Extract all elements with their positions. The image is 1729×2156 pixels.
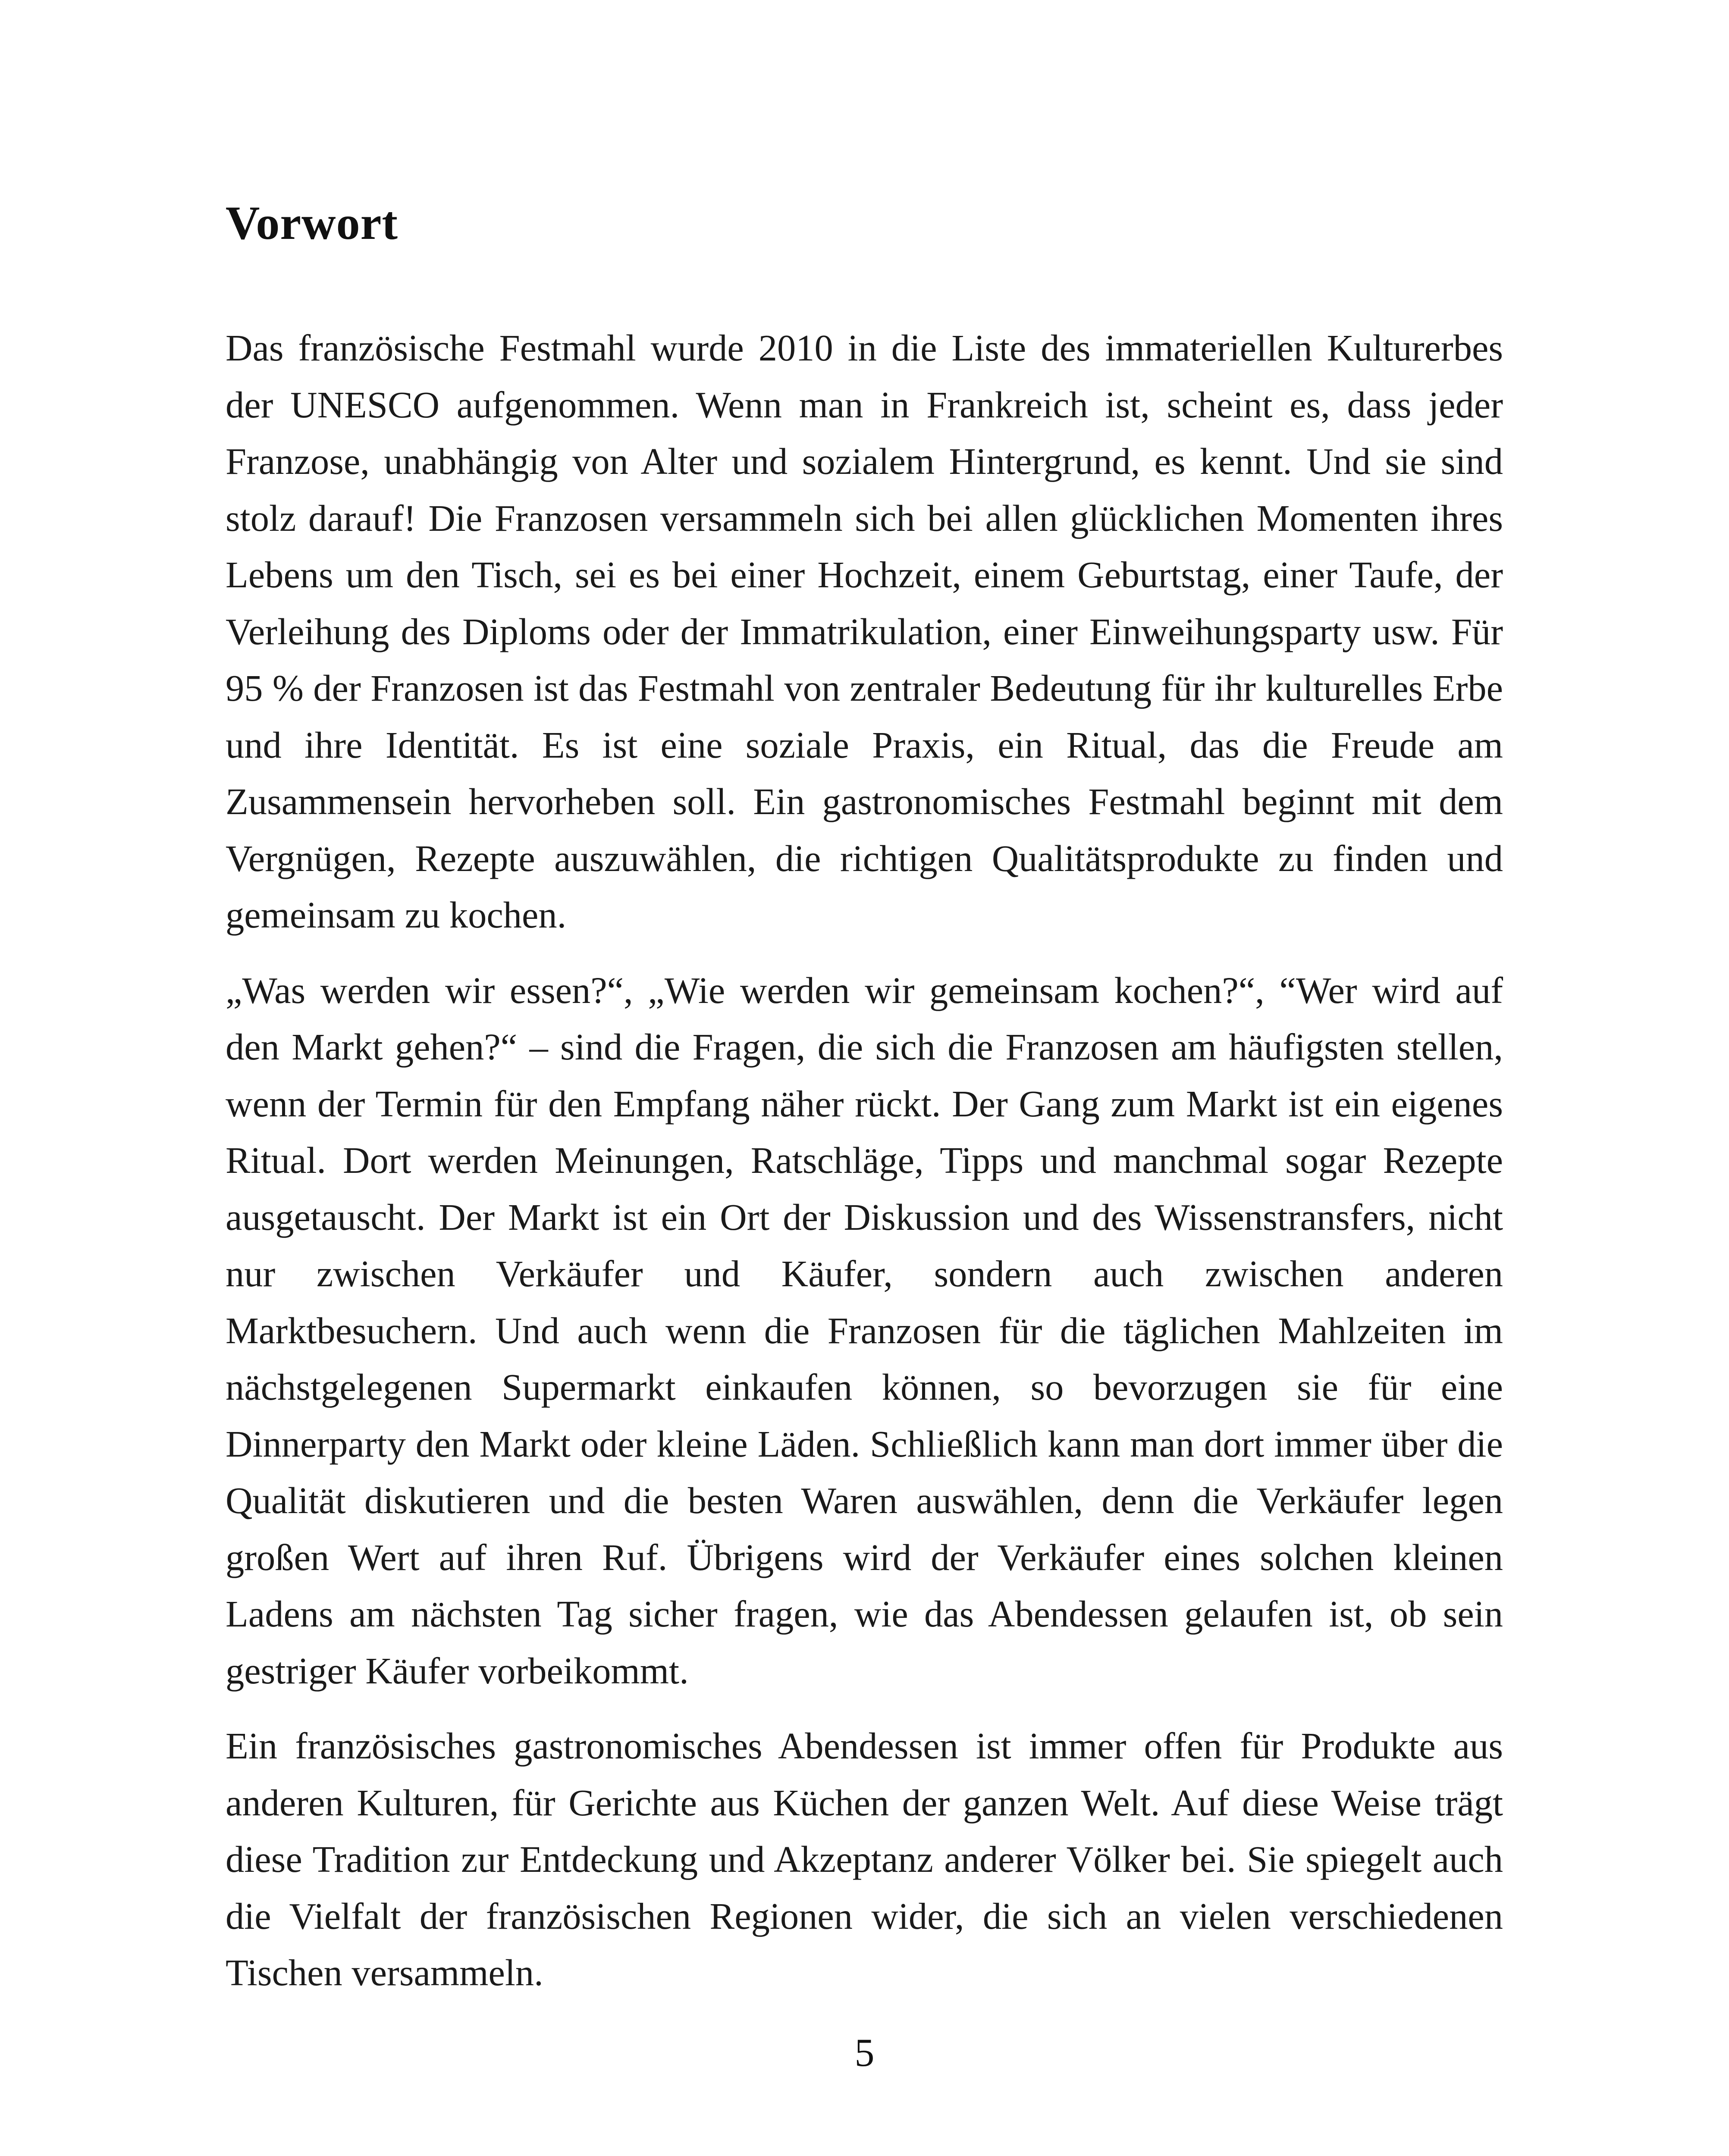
page-title: Vorwort — [226, 197, 399, 249]
body-text — [226, 320, 1503, 2020]
paragraph-3: Ein französisches gastronomisches Abendessen ist immer offen für Produkte aus anderen Kulturen, für Gerichte aus Küchen der ganzen Welt. Auf diese Weise trägt diese Tradition zur Entdeckung und Akzeptanz anderer Völker bei. Sie spiegelt auch die Vielfalt der französischen Regionen wider, die sich an vielen verschiedenen Tischen versammeln. — [226, 1725, 1503, 1993]
page-number: 5 — [854, 2031, 875, 2075]
paragraph-2: „Was werden wir essen?“, „Wie werden wir gemeinsam kochen?“, “Wer wird auf den Markt gehen?“ – sind die Fragen, die sich die Franzosen am häufigsten stellen, wenn der Termin für den Empfang näher rückt. Der Gang zum Markt ist ein eigenes Ritual. Dort werden Meinungen, Ratschläge, Tipps und manchmal sogar Rezepte ausgetauscht. Der Markt ist ein Ort der Diskussion und des Wissenstransfers, nicht nur zwischen Verkäufer und Käufer, sondern auch zwischen anderen Marktbesuchern. Und auch wenn die Franzosen für die täglichen Mahlzeiten im nächstgelegenen Supermarkt einkaufen können, so bevorzugen sie für eine Dinnerparty den Markt oder kleine Läden. Schließlich kann man dort immer über die Qualität diskutieren und die besten Waren auswählen, denn die Verkäufer legen großen Wert auf ihren Ruf. Übrigens wird der Verkäufer eines solchen kleinen Ladens am nächsten Tag sicher fragen, wie das Abendessen gelaufen ist, ob sein gestriger Käufer vorbeikommt. — [226, 969, 1503, 1692]
paragraph-1: Das französische Festmahl wurde 2010 in die Liste des immateriellen Kulturerbes der UNESCO aufgenommen. Wenn man in Frankreich ist, scheint es, dass jeder Franzose, unabhängig von Alter und sozialem Hintergrund, es kennt. Und sie sind stolz darauf! Die Franzosen versammeln sich bei allen glücklichen Momenten ihres Lebens um den Tisch, sei es bei einer Hochzeit, einem Geburtstag, einer Taufe, der Verleihung des Diploms oder der Immatrikulation, einer Einweihungsparty usw. Für 95 % der Franzosen ist das Festmahl von zentraler Bedeutung für ihr kulturelles Erbe und ihre Identität. Es ist eine soziale Praxis, ein Ritual, das die Freude am Zusammensein hervorheben soll. Ein gastronomisches Festmahl beginnt mit dem Vergnügen, Rezepte auszuwählen, die richtigen Qualitätsprodukte zu finden und gemeinsam zu kochen. — [226, 327, 1503, 936]
